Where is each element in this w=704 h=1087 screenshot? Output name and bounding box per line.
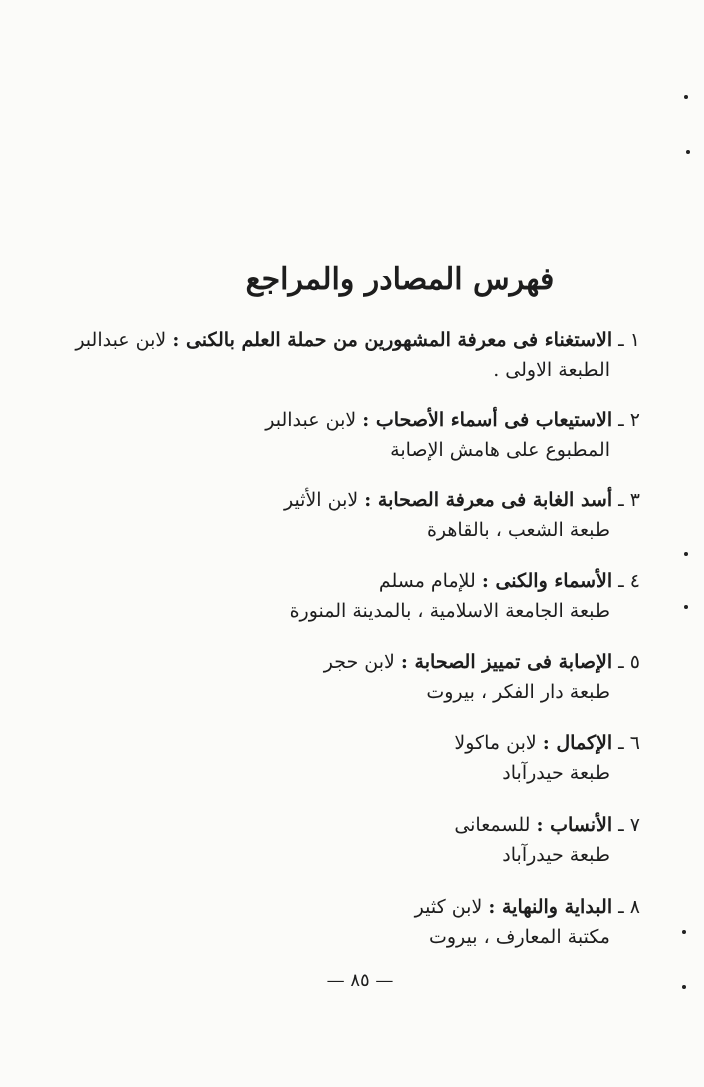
scan-speck <box>684 552 688 556</box>
entry-main-line <box>454 810 640 840</box>
scan-speck <box>684 95 688 99</box>
entry-title: الإكمال : <box>542 732 613 754</box>
entry-number: ٧ ـ <box>618 814 640 836</box>
entry-author: لابن الأثير <box>283 489 359 511</box>
entry-title: البداية والنهاية : <box>488 896 613 918</box>
scan-speck <box>682 985 686 989</box>
reference-entry-5 <box>324 647 640 707</box>
scan-speck <box>682 930 686 934</box>
entry-title: الإصابة فى تمييز الصحابة : <box>400 651 613 673</box>
entry-main-line <box>324 647 640 677</box>
reference-entry-3 <box>284 485 640 545</box>
entry-title: أسد الغابة فى معرفة الصحابة : <box>364 489 613 511</box>
entry-title: الأسماء والكنى : <box>481 570 613 592</box>
reference-entry-4 <box>290 566 640 626</box>
entry-number: ٢ ـ <box>618 409 640 431</box>
page-title: فهرس المصادر والمراجع <box>245 262 555 297</box>
entry-publication: طبعة الجامعة الاسلامية ، بالمدينة المنورة <box>289 600 610 622</box>
reference-entry-6 <box>454 728 640 788</box>
entry-main-line <box>75 325 640 355</box>
entry-number: ٦ ـ <box>618 732 640 754</box>
entry-main-line <box>415 892 640 922</box>
entry-main-line <box>290 566 640 596</box>
entry-author: للإمام مسلم <box>378 570 476 592</box>
entry-publication: الطبعة الاولى . <box>493 359 610 381</box>
entry-author: لابن ماكولا <box>454 732 537 754</box>
reference-entry-8 <box>415 892 640 952</box>
entry-publication: طبعة الشعب ، بالقاهرة <box>426 519 610 541</box>
scan-speck <box>684 605 688 609</box>
entry-publication: المطبوع على هامش الإصابة <box>390 439 610 461</box>
entry-title: الاستغناء فى معرفة المشهورين من حملة العلم بالكنى : <box>172 329 613 351</box>
entry-title: الاستيعاب فى أسماء الأصحاب : <box>362 409 613 431</box>
entry-author: لابن حجر <box>323 651 395 673</box>
entry-author: لابن عبدالبر <box>75 329 167 351</box>
entry-main-line <box>284 485 640 515</box>
reference-entry-2 <box>265 405 640 465</box>
entry-title: الأنساب : <box>536 814 613 836</box>
entry-number: ٨ ـ <box>618 896 640 918</box>
entry-number: ٣ ـ <box>618 489 640 511</box>
entry-publication: طبعة حيدرآباد <box>502 844 610 866</box>
entry-publication: طبعة حيدرآباد <box>502 762 610 784</box>
entry-number: ٤ ـ <box>618 570 640 592</box>
entry-number: ٥ ـ <box>618 651 640 673</box>
entry-publication: طبعة دار الفكر ، بيروت <box>426 681 610 703</box>
entry-author: لابن كثير <box>414 896 483 918</box>
entry-author: لابن عبدالبر <box>265 409 357 431</box>
entry-number: ١ ـ <box>618 329 640 351</box>
scan-speck <box>686 150 690 154</box>
reference-entry-1 <box>75 325 640 385</box>
entry-main-line <box>454 728 640 758</box>
page-number: — ٨٥ — <box>326 970 394 991</box>
entry-publication: مكتبة المعارف ، بيروت <box>428 926 610 948</box>
entry-main-line <box>265 405 640 435</box>
entry-author: للسمعانى <box>454 814 531 836</box>
reference-entry-7 <box>454 810 640 870</box>
